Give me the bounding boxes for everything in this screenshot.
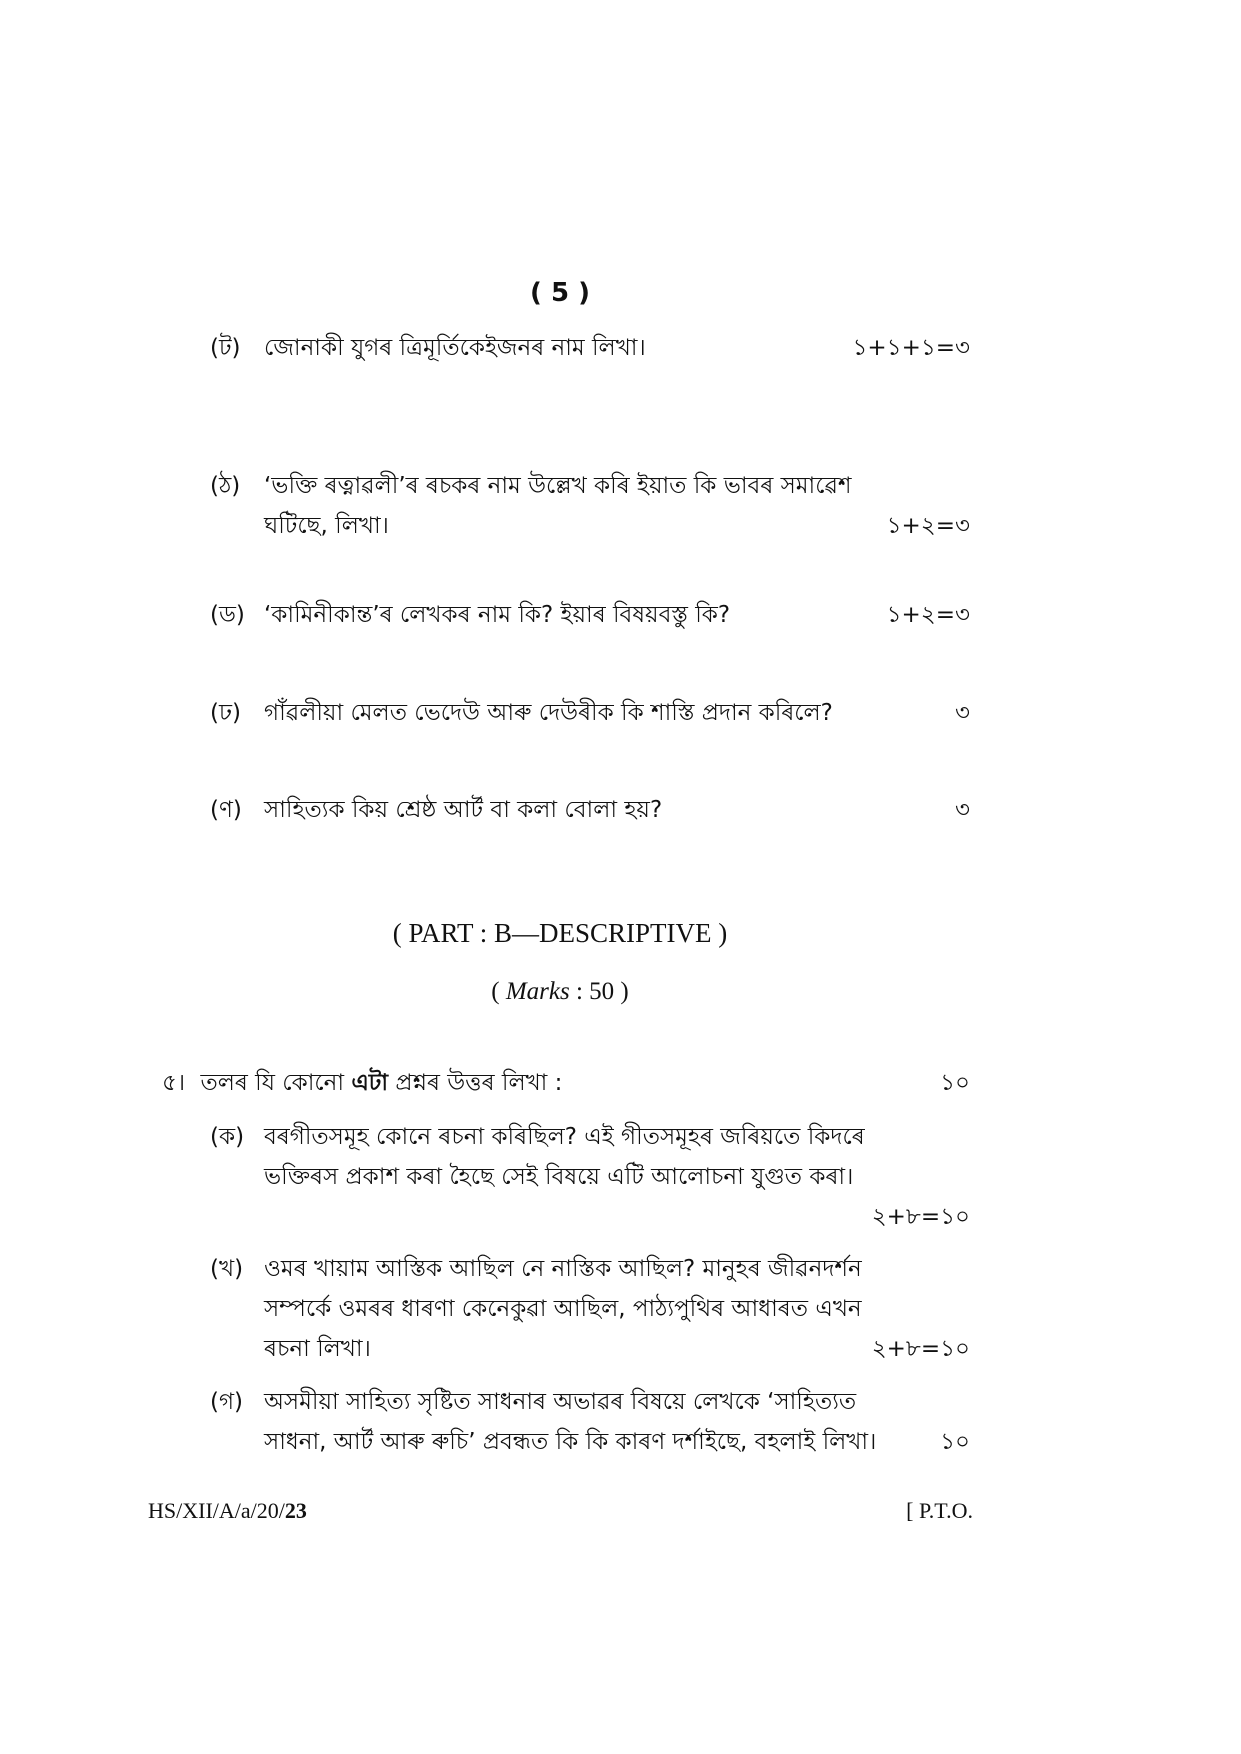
question-label: (গ)	[210, 1389, 244, 1415]
please-turn-over: [ P.T.O.	[906, 1498, 973, 1523]
question-dda	[210, 595, 970, 635]
question-text: ‘কামিনীকান্ত’ৰ লেখকৰ নাম কি? ইয়াৰ বিষয়বস্তু কি?	[264, 602, 731, 628]
question-label: (ঢ)	[210, 700, 241, 726]
question-label: (খ)	[210, 1256, 244, 1282]
question-label: (ক)	[210, 1124, 245, 1150]
question-kha	[210, 1249, 970, 1369]
question-marks: ২+৮=১০	[871, 1336, 970, 1362]
question-ka	[210, 1117, 970, 1230]
question-text-line: ৰচনা লিখা।	[264, 1336, 371, 1362]
question-label: (ণ)	[210, 797, 242, 823]
main-question	[162, 1063, 970, 1103]
paper-code: HS/XII/A/a/20/23	[148, 1498, 307, 1523]
question-marks: ৩	[955, 700, 970, 726]
question-text-line: বৰগীতসমূহ কোনে ৰচনা কৰিছিল? এই গীতসমূহৰ জৰিয়তে কিদৰে	[264, 1124, 865, 1150]
question-text-line: সম্পৰ্কে ওমৰৰ ধাৰণা কেনেকুৱা আছিল, পাঠ্যপুথিৰ আধাৰত এখন	[264, 1296, 862, 1322]
question-marks: ১+১+১=৩	[852, 335, 970, 361]
question-tha	[210, 466, 970, 546]
question-ga	[210, 1382, 970, 1462]
question-text-line: ঘটিছে, লিখা।	[264, 513, 389, 539]
question-ta	[210, 328, 970, 368]
question-text-line: অসমীয়া সাহিত্য সৃষ্টিত সাধনাৰ অভাৱৰ বিষয়ে লেখকে ‘সাহিত্যত	[264, 1389, 857, 1415]
question-marks: ১০	[940, 1429, 970, 1455]
question-label: (ট)	[210, 335, 241, 361]
question-marks: ১+২=৩	[886, 513, 970, 539]
marks-heading: ( Marks : 50 )	[491, 978, 629, 1005]
question-nna	[210, 790, 970, 830]
question-text-line: ভক্তিৰস প্ৰকাশ কৰা হৈছে সেই বিষয়ে এটি আলোচনা যুগুত কৰা।	[264, 1164, 854, 1190]
question-label: (ড)	[210, 602, 245, 628]
part-heading: ( PART : B—DESCRIPTIVE )	[392, 918, 728, 948]
question-marks: ৩	[955, 797, 970, 823]
main-question-number: ৫।	[162, 1070, 186, 1096]
main-question-text: তলৰ যি কোনো এটা প্ৰশ্নৰ উত্তৰ লিখা :	[200, 1070, 563, 1096]
question-text-line: সাধনা, আৰ্ট আৰু ৰুচি’ প্ৰবন্ধত কি কি কাৰণ দৰ্শাইছে, বহলাই লিখা।	[264, 1429, 877, 1455]
question-text-line: ওমৰ খায়াম আস্তিক আছিল নে নাস্তিক আছিল? মানুহৰ জীৱনদৰ্শন	[264, 1256, 862, 1282]
question-marks: ১+২=৩	[886, 602, 970, 628]
question-label: (ঠ)	[210, 473, 241, 499]
question-text: সাহিত্যক কিয় শ্ৰেষ্ঠ আৰ্ট বা কলা বোলা হয়?	[264, 797, 663, 823]
question-text: জোনাকী যুগৰ ত্ৰিমূৰ্তিকেইজনৰ নাম লিখা।	[264, 335, 646, 361]
question-text-line: ‘ভক্তি ৰত্নাৱলী’ৰ ৰচকৰ নাম উল্লেখ কৰি ইয়াত কি ভাবৰ সমাৱেশ	[264, 473, 852, 499]
main-question-marks: ১০	[940, 1070, 970, 1096]
question-text: গাঁৱলীয়া মেলত ভেদেউ আৰু দেউৰীক কি শাস্তি প্ৰদান কৰিলে?	[264, 700, 833, 726]
question-marks: ২+৮=১০	[871, 1204, 970, 1230]
page-number: ( 5 )	[530, 278, 590, 308]
question-ddha	[210, 693, 970, 733]
